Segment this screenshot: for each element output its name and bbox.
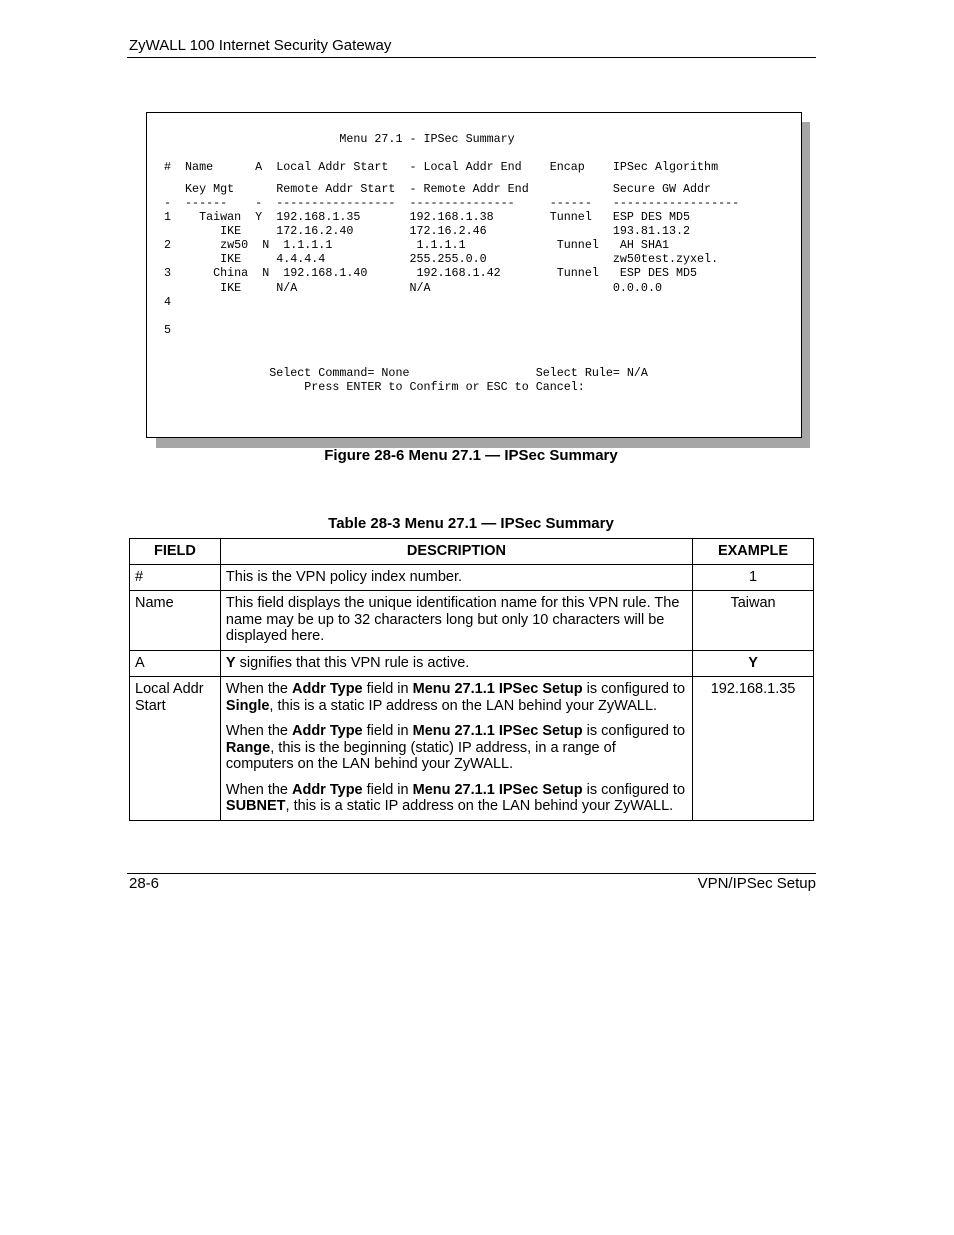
terminal-line: 5 — [164, 323, 172, 337]
table-row — [130, 591, 814, 651]
description-text: When the — [225, 781, 292, 798]
description-emphasis: Y — [225, 654, 236, 671]
header-divider — [127, 57, 816, 58]
description-emphasis: SUBNET — [225, 798, 286, 814]
terminal-line: 2 zw50 N 1.1.1.1 1.1.1.1 Tunnel AH SHA1 — [164, 238, 669, 252]
example-cell: 192.168.1.35 — [693, 677, 814, 821]
description-text: field in — [362, 681, 413, 697]
description-text: , this is the beginning (static) IP address, in a range of computers on the LAN behind your ZyWALL. — [225, 739, 616, 772]
description-cell: This is the VPN policy index number. — [220, 564, 692, 591]
table-caption: Table 28-3 Menu 27.1 — IPSec Summary — [328, 515, 614, 532]
terminal-line: Select Command= None Select Rule= N/A — [164, 366, 648, 380]
description-text: is configured to — [582, 723, 686, 739]
terminal-line: 3 China N 192.168.1.40 192.168.1.42 Tunnel ESP DES MD5 — [164, 266, 698, 280]
figure-caption: Figure 28-6 Menu 27.1 — IPSec Summary — [324, 447, 618, 464]
terminal-line: 1 Taiwan Y 192.168.1.35 192.168.1.38 Tunnel ESP DES MD5 — [164, 210, 691, 224]
table-header-row — [130, 539, 814, 565]
column-header-description: DESCRIPTION — [220, 539, 692, 565]
field-cell: Name — [130, 591, 221, 651]
description-emphasis: Addr Type — [292, 681, 363, 697]
field-cell: A — [130, 650, 221, 677]
terminal-line: - ------ - ----------------- --------------- ------ ------------------ — [164, 196, 740, 210]
terminal-line: IKE 4.4.4.4 255.255.0.0 zw50test.zyxel. — [164, 252, 719, 266]
description-cell — [220, 677, 692, 821]
table-row — [130, 650, 814, 677]
description-text: field in — [362, 781, 413, 798]
terminal-line: Menu 27.1 - IPSec Summary — [164, 132, 515, 146]
field-cell: Local Addr Start — [130, 677, 221, 821]
description-emphasis: Menu 27.1.1 IPSec Setup — [412, 723, 583, 739]
description-emphasis: Addr Type — [292, 781, 363, 798]
page-number: 28-6 — [129, 875, 160, 892]
description-text: signifies that this VPN rule is active. — [235, 654, 470, 671]
terminal-line: Press ENTER to Confirm or ESC to Cancel: — [164, 380, 585, 394]
description-emphasis: Range — [225, 739, 271, 756]
terminal-line: IKE 172.16.2.40 172.16.2.46 193.81.13.2 — [164, 224, 691, 238]
description-text: is configured to — [582, 781, 686, 798]
field-description-table — [129, 538, 814, 821]
terminal-line: IKE N/A N/A 0.0.0.0 — [164, 281, 662, 295]
terminal-line: 4 — [164, 295, 172, 309]
column-header-field: FIELD — [130, 539, 221, 565]
example-cell: 1 — [693, 564, 814, 591]
description-emphasis: Menu 27.1.1 IPSec Setup — [412, 681, 583, 697]
description-cell — [220, 650, 692, 677]
description-text: is configured to — [582, 681, 686, 697]
description-cell: This field displays the unique identification name for this VPN rule. The name may be up to 32 characters long but only 10 characters will be displayed here. — [220, 591, 692, 651]
description-paragraph — [226, 782, 687, 815]
table-row — [130, 564, 814, 591]
description-emphasis: Addr Type — [292, 723, 363, 739]
description-emphasis: Single — [225, 697, 270, 714]
terminal-line: # Name A Local Addr Start - Local Addr End Encap IPSec Algorithm — [164, 160, 719, 174]
description-paragraph — [226, 723, 687, 773]
description-text: field in — [362, 723, 413, 739]
example-cell: Y — [693, 650, 814, 677]
chapter-title: VPN/IPSec Setup — [697, 875, 816, 892]
description-text: When the — [225, 681, 292, 697]
footer-divider — [127, 873, 816, 874]
description-text: , this is a static IP address on the LAN behind your ZyWALL. — [269, 697, 658, 714]
description-emphasis: Menu 27.1.1 IPSec Setup — [412, 781, 583, 798]
running-header-title: ZyWALL 100 Internet Security Gateway — [129, 37, 392, 54]
example-cell: Taiwan — [693, 591, 814, 651]
description-paragraph — [226, 681, 687, 714]
terminal-screen — [146, 112, 802, 438]
terminal-line: Key Mgt Remote Addr Start - Remote Addr End Secure GW Addr — [164, 182, 712, 196]
table-row — [130, 677, 814, 821]
column-header-example: EXAMPLE — [693, 539, 814, 565]
description-text: When the — [225, 723, 292, 739]
description-text: , this is a static IP address on the LAN behind your ZyWALL. — [285, 798, 674, 814]
field-cell: # — [130, 564, 221, 591]
